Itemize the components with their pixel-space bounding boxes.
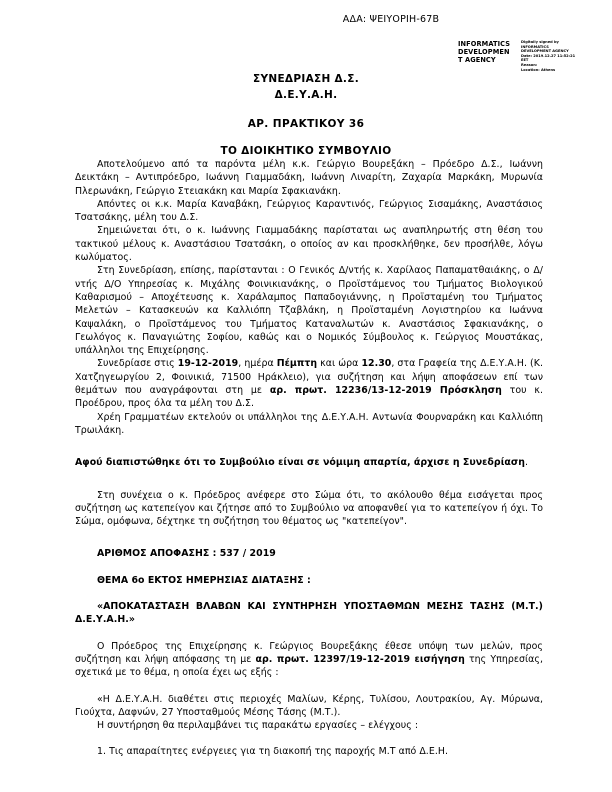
list-item-1: 1. Τις απαραίτητες ενέργειες για τη διακοπή της παροχής Μ.Τ από Δ.Ε.Η. xyxy=(97,746,448,758)
president-text-pre: Ο Πρόεδρος της Επιχείρησης κ. Γεώργιος Βουρεξάκης έθεσε υπόψη των μελών, προς συζήτηση και λήψη απόφασης τη με xyxy=(75,640,543,665)
document-titles xyxy=(0,72,612,157)
quorum-statement-period: . xyxy=(524,457,528,469)
paragraph-quorum-statement xyxy=(75,456,543,469)
paragraph-service-statement: «Η Δ.Ε.Υ.Α.Η. διαθέτει στις περιοχές Μαλίων, Κέρης, Τυλίσου, Λουτρακίου, Αγ. Μύρωνα, Γιούχτα, Δαφνών, 27 Υποσταθμούς Μέσης Τάσης (Μ.Τ.). xyxy=(75,693,543,718)
session-text-mid-2: και ώρα xyxy=(317,358,362,370)
paragraph-members-present: Αποτελούμενο από τα παρόντα μέλη κ.κ. Γεώργιο Βουρεξάκη – Πρόεδρο Δ.Σ., Ιωάννη Δεικτάκη – Αντιπρόεδρο, Ιωάννη Γιαμμαδάκη, Ιωάννη Λιναρίτη, Ζαχαρία Μαρκάκη, Μυρωνία Πλερωνάκη, Γεώργιο Στειακάκη και Μαρία Σφακιανάκη. xyxy=(75,159,543,197)
signature-detail-line-7: Location: Athens xyxy=(521,67,556,72)
paragraph-substitute-note: Σημειώνεται ότι, ο κ. Ιωάννης Γιαμμαδάκης παρίσταται ως αναπληρωτής στη θέση του τακτικού μέλους κ. Αναστάσιου Τσατσάκη, ο οποίος αν και προσκλήθηκε, δεν προσήλθε, λόγω κωλύματος. xyxy=(75,225,543,264)
session-date: 19-12-2019 xyxy=(177,358,239,370)
signature-detail-line-4: Date: 2019.12.27 11:52:21 xyxy=(521,53,576,58)
session-time: 12.30 xyxy=(361,358,392,370)
session-text-post: του κ. Προέδρου, προς όλα τα μέλη του Δ.Σ. xyxy=(75,385,544,410)
signature-detail-line-6: Reason: xyxy=(521,62,538,67)
signature-agency-line-3: T AGENCY xyxy=(458,56,496,65)
paragraph-president-introduction xyxy=(75,640,543,680)
signature-agency-line-1: INFORMATICS xyxy=(458,40,511,48)
session-title-line-1: ΣΥΝΕΔΡΙΑΣΗ Δ.Σ. xyxy=(253,73,359,85)
paragraph-maintenance-intro: Η συντήρηση θα περιλαμβάνει τις παρακάτω εργασίες – ελέγχους : xyxy=(97,720,419,732)
paragraph-urgency: Στη συνέχεια ο κ. Πρόεδρος ανέφερε στο Σώμα ότι, το ακόλουθο θέμα εισάγεται προς συζήτηση ως κατεπείγον και ζήτησε από το Συμβούλιο να αποφανθεί για το κατεπείγον ή όχι. Το Σώμα, ομόφωνα, δέχτηκε τη συζήτηση του θέματος ως "κατεπείγον". xyxy=(75,489,543,528)
signature-detail-line-3: DEVELOPMENT AGENCY xyxy=(521,49,569,54)
signature-agency-line-2: DEVELOPMEN xyxy=(458,48,510,57)
paragraph-attendees-staff: Στη Συνεδρίαση, επίσης, παρίστανται : Ο Γενικός Δ/ντής κ. Χαρίλαος Παπαματθαιάκης, ο Δ/ντής Δ/Ο Υπηρεσίας κ. Μιχάλης Φοινικιανάκης, ο Προϊστάμενος του Τμήματος Βιολογικού Καθαρισμού – Αποχέτευσης κ. Χαράλαμπος Παπαδογιάννης, η Προϊσταμένη του Τμήματος Μελετών – Κατασκευών κα Καλλιόπη Τζαβλάκη, η Προϊσταμένη Λογιστηρίου κα Ιωάννα Καψαλάκη, ο Προϊστάμενος του Τμήματος Καταναλωτών κ. Αναστάσιος Σφακιανάκης, ο Γεωλόγος κ. Παναγιώτης Σοφίου, καθώς και ο Νομικός Σύμβουλος κ. Γεώργιος Μουστάκας, υπάλληλοι της Επιχείρησης. xyxy=(75,265,543,357)
paragraph-session-details xyxy=(75,357,543,410)
board-title: ΤΟ ΔΙΟΙΚΗΤΙΚΟ ΣΥΜΒΟΥΛΙΟ xyxy=(220,145,392,158)
ada-code: ΑΔΑ: ΨΕΙΥΟΡΙΗ-67Β xyxy=(342,14,440,25)
session-title-line-2: Δ.Ε.Υ.Α.Η. xyxy=(274,88,338,101)
paragraph-secretaries: Χρέη Γραμματέων εκτελούν οι υπάλληλοι της Δ.Ε.Υ.Α.Η. Αντωνία Φουρναράκη και Καλλιόπη Τρωιλάκη. xyxy=(75,411,543,436)
signature-detail-line-2: INFORMATICS xyxy=(521,44,549,49)
president-text-post: της Υπηρεσίας, σχετικά με το θέμα, η οποία έχει ως εξής : xyxy=(75,653,543,679)
ada-header xyxy=(0,14,612,25)
signature-detail-line-1: Digitally signed by xyxy=(521,40,559,44)
theme-header: ΘΕΜΑ 6ο ΕΚΤΟΣ ΗΜΕΡΗΣΙΑΣ ΔΙΑΤΑΞΗΣ : xyxy=(97,574,311,586)
session-weekday: Πέμπτη xyxy=(276,358,318,370)
decision-number: ΑΡΙΘΜΟΣ ΑΠΟΦΑΣΗΣ : 537 / 2019 xyxy=(97,548,276,560)
service-report-reference: αρ. πρωτ. 12397/19-12-2019 εισήγηση xyxy=(255,653,465,665)
signature-detail-line-5: EET xyxy=(521,58,529,63)
session-text-mid-3: , στα Γραφεία της Δ.Ε.Υ.Α.Η. (Κ. Χατζηγεωργίου 2, Φοινικιά, 71500 Ηράκλειο), για συζήτηση και λήψη αποφάσεων επί των θεμάτων που αναγράφονται στη με xyxy=(75,358,543,397)
quorum-statement-bold: Αφού διαπιστώθηκε ότι το Συμβούλιο είναι σε νόμιμη απαρτία, άρχισε η Συνεδρίαση xyxy=(75,457,525,469)
theme-title: «ΑΠΟΚΑΤΑΣΤΑΣΗ ΒΛΑΒΩΝ ΚΑΙ ΣΥΝΤΗΡΗΣΗ ΥΠΟΣΤΑΘΜΩΝ ΜΕΣΗΣ ΤΑΣΗΣ (Μ.Τ.) Δ.Ε.Υ.Α.Η.» xyxy=(75,601,543,626)
session-text-pre: Συνεδρίασε στις xyxy=(97,358,178,370)
session-text-mid-1: , ημέρα xyxy=(238,358,277,370)
paragraph-members-absent: Απόντες οι κ.κ. Μαρία Καναβάκη, Γεώργιος Καραντινός, Γεώργιος Σισαμάκης, Αναστάσιος Τσατσάκης, μέλη του Δ.Σ. xyxy=(75,198,543,224)
protocol-number-title: ΑΡ. ΠΡΑΚΤΙΚΟΥ 36 xyxy=(247,118,365,131)
signature-details xyxy=(521,40,587,72)
document-body xyxy=(75,158,543,759)
signature-agency-name xyxy=(458,40,518,64)
digital-signature-stamp xyxy=(458,40,590,72)
session-invitation-reference: αρ. πρωτ. 12236/13-12-2019 Πρόσκληση xyxy=(269,385,502,397)
